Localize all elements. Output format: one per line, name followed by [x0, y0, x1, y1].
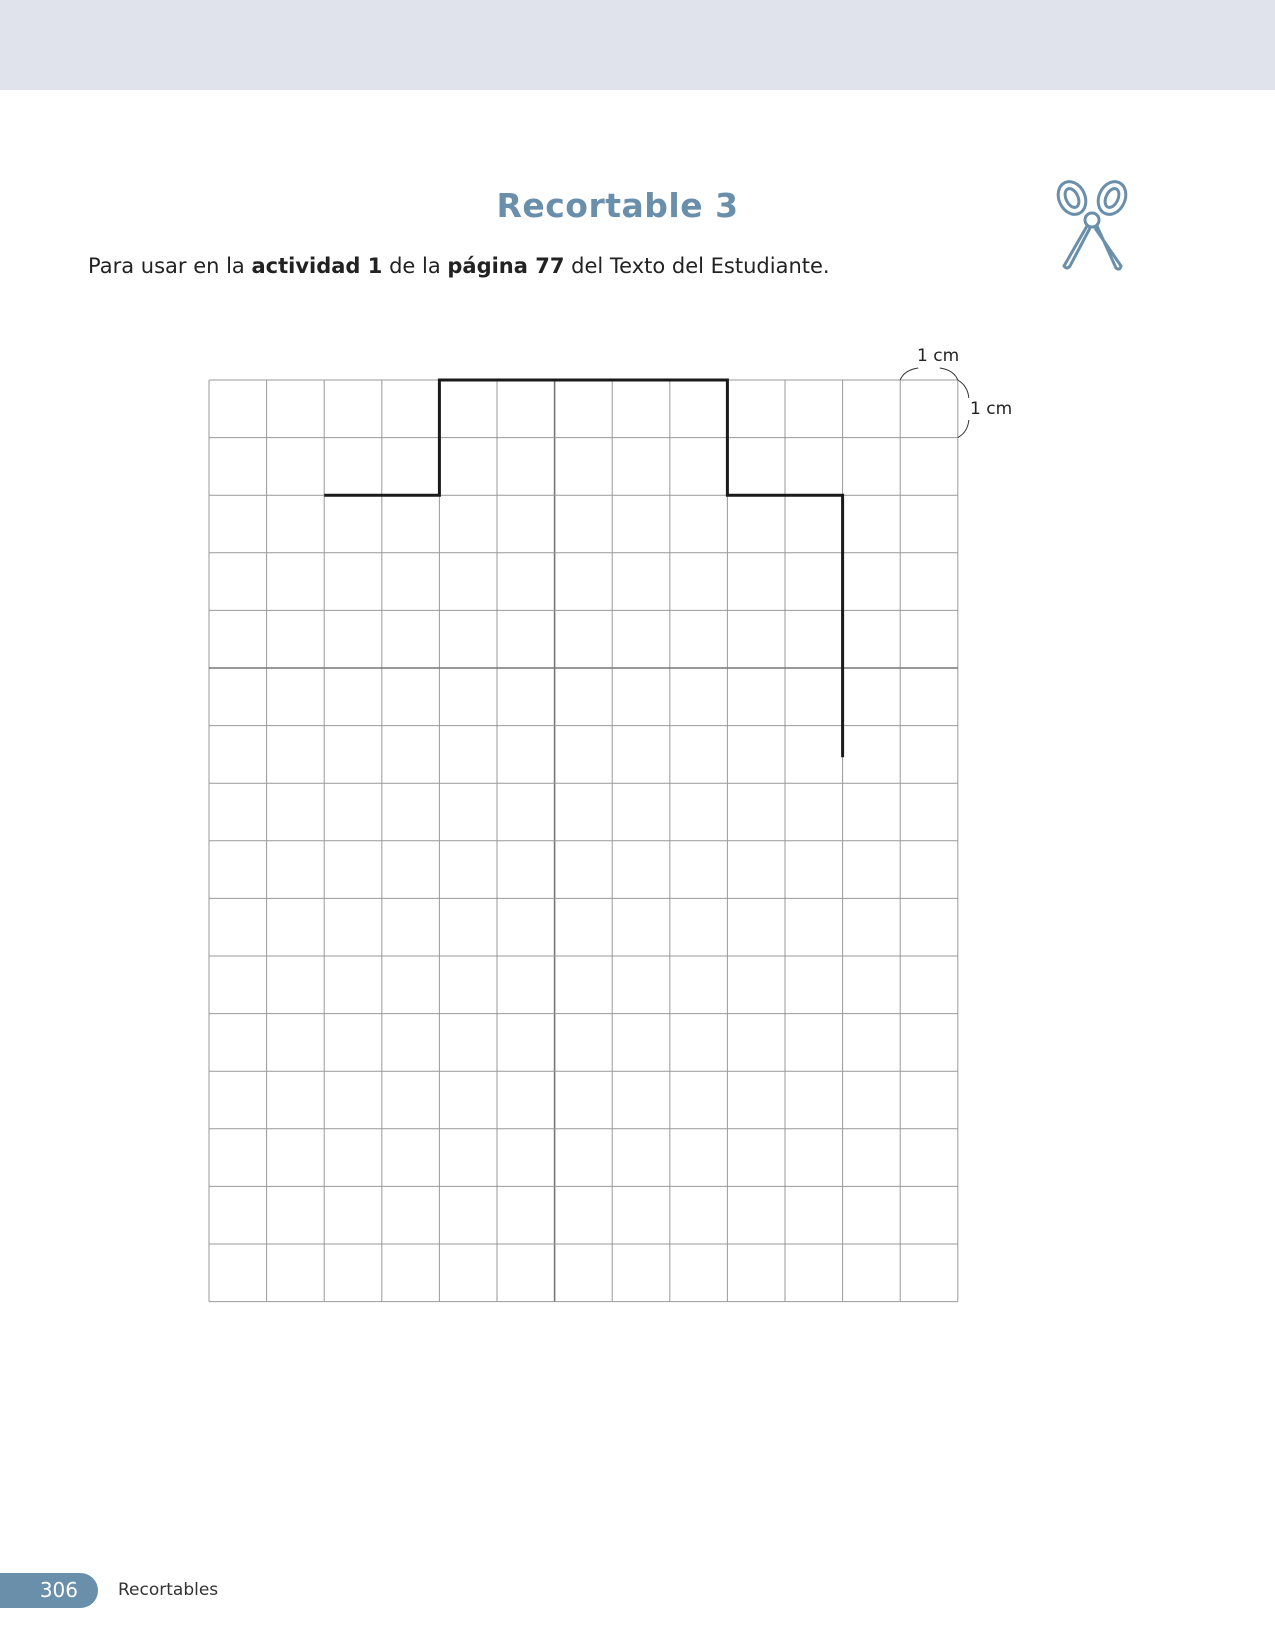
instruction-page: página 77: [447, 254, 565, 278]
page-number: 306: [0, 1573, 98, 1608]
instruction-part: del Texto del Estudiante.: [564, 254, 830, 278]
figure-outline: [324, 380, 842, 757]
instruction-part: de la: [382, 254, 448, 278]
cell-height-label: 1 cm: [970, 399, 1013, 419]
instruction-activity: actividad 1: [251, 254, 383, 278]
width-bracket: [900, 368, 958, 380]
height-bracket: [958, 380, 969, 438]
page-title: Recortable 3: [496, 186, 739, 225]
instruction-part: Para usar en la: [88, 254, 252, 278]
cell-width-label: 1 cm: [917, 346, 960, 366]
footer-section: Recortables: [118, 1580, 219, 1600]
